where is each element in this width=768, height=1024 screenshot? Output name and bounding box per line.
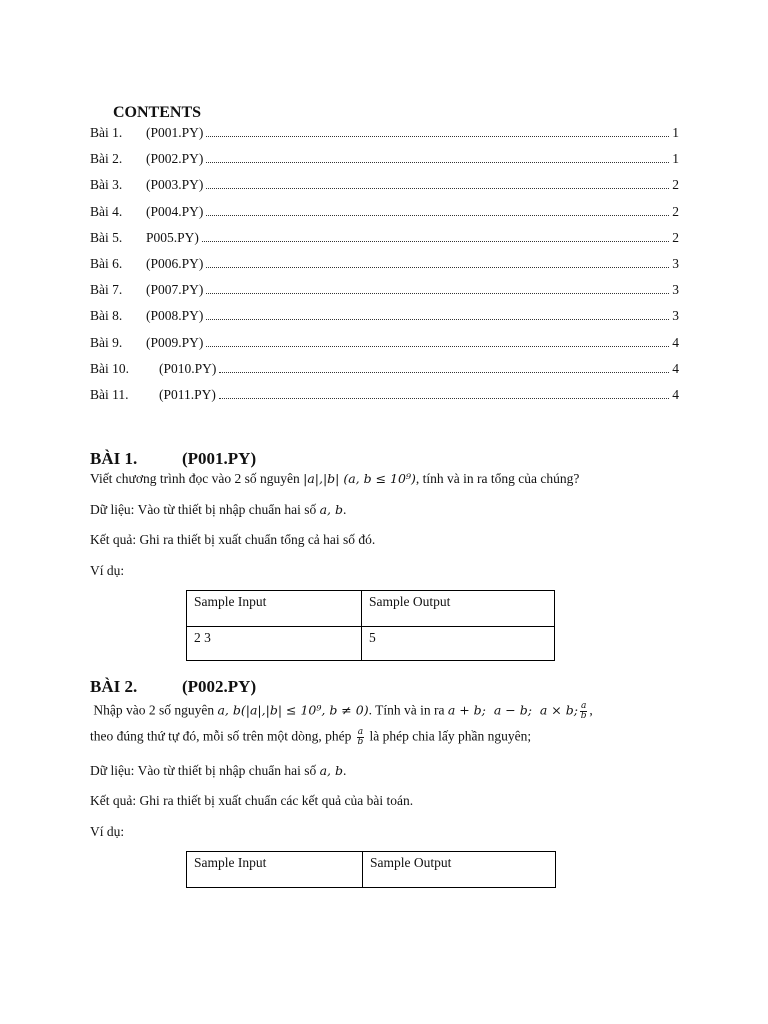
toc-entry-page: 2: [672, 229, 679, 245]
section-heading-bai-2: [90, 677, 257, 697]
toc-dot-leader: [206, 125, 669, 137]
text: .: [343, 502, 347, 517]
toc-dot-leader: [219, 361, 669, 373]
toc-entry-page: 4: [672, 360, 679, 376]
toc-entry[interactable]: [90, 151, 679, 171]
toc-entry-number: Bài 2.: [90, 151, 123, 167]
toc-entry[interactable]: [90, 256, 679, 276]
text: .: [343, 763, 347, 778]
bai2-output-spec: Kết quả: Ghi ra thiết bị xuất chuẩn các kết quả của bài toán.: [90, 793, 414, 808]
toc-entry-name: (P010.PY): [159, 360, 217, 376]
sample-input-header: Sample Input: [187, 852, 363, 888]
text: theo đúng thứ tự đó, mỗi số trên một dòng, phép: [90, 728, 355, 744]
toc-entry[interactable]: [90, 308, 679, 328]
toc-dot-leader: [206, 308, 669, 320]
toc-entry-name: (P011.PY): [159, 387, 216, 402]
toc-entry-page: 3: [672, 282, 679, 298]
sample-input-header: Sample Input: [187, 591, 362, 627]
toc-entry[interactable]: [90, 387, 679, 407]
toc-entry-name: (P001.PY): [146, 125, 204, 140]
toc-dot-leader: [219, 387, 669, 399]
toc-entry-number: Bài 1.: [90, 125, 123, 140]
toc-entry-page: 4: [672, 334, 679, 350]
text: Dữ liệu: Vào từ thiết bị nhập chuẩn hai số: [90, 763, 320, 778]
fraction-denominator: b: [357, 737, 364, 747]
toc-entry-page: 3: [672, 256, 679, 271]
toc-entry-number: Bài 7.: [90, 282, 123, 298]
math-expression: a, b: [319, 763, 343, 778]
bai2-sample-table: [186, 851, 556, 888]
bai1-output-spec: Kết quả: Ghi ra thiết bị xuất chuẩn tổng cả hai số đó.: [90, 532, 376, 547]
heading-name: (P002.PY): [182, 677, 257, 696]
text: . Tính và in ra: [368, 702, 448, 718]
toc-entry-page: 1: [672, 125, 679, 140]
text: Viết chương trình đọc vào 2 số nguyên: [90, 471, 304, 486]
math-expression: a, b(|a|,|b| ≤ 10⁹, b ≠ 0): [217, 702, 369, 718]
fraction-numerator: a: [580, 701, 587, 711]
toc-entry-page: 1: [672, 151, 679, 167]
toc-entry-name: (P002.PY): [146, 151, 204, 167]
sample-input-value: 2 3: [187, 627, 362, 661]
sample-output-header: Sample Output: [362, 591, 555, 627]
math-expression: |a|,|b| (a, b ≤ 10⁹): [303, 471, 416, 486]
toc-entry[interactable]: [90, 125, 679, 145]
toc-title: CONTENTS: [113, 104, 202, 121]
toc-entry-page: 4: [672, 387, 679, 402]
toc-entry[interactable]: [90, 204, 679, 224]
fraction-a-over-b: [580, 702, 587, 721]
bai1-sample-table: [186, 590, 555, 661]
toc-entry-number: Bài 5.: [90, 229, 123, 245]
sample-output-header: Sample Output: [363, 852, 556, 888]
fraction-numerator: a: [357, 727, 364, 737]
toc-entry-number: Bài 11.: [90, 387, 129, 402]
heading-name: (P001.PY): [182, 449, 257, 468]
text: , tính và in ra tổng của chúng?: [415, 471, 580, 486]
toc-entry-number: Bài 6.: [90, 256, 123, 271]
bai1-description: [90, 471, 579, 487]
toc-dot-leader: [206, 151, 669, 163]
toc-entry-number: Bài 3.: [90, 177, 123, 193]
toc-entry-page: 2: [672, 177, 679, 193]
bai2-example-label: Ví dụ:: [90, 824, 125, 839]
toc-entry-number: Bài 9.: [90, 334, 123, 350]
toc-entry[interactable]: [90, 361, 679, 381]
toc-entry-name: (P003.PY): [146, 177, 204, 193]
section-heading-bai-1: [90, 449, 257, 469]
toc-dot-leader: [206, 177, 669, 189]
toc-entry-number: Bài 10.: [90, 360, 129, 376]
toc-dot-leader: [202, 230, 669, 242]
heading-number: BÀI 2.: [90, 677, 138, 696]
toc-entry-name: (P009.PY): [146, 334, 204, 350]
toc-entry[interactable]: [90, 335, 679, 355]
math-expression: a + b; a − b; a × b;: [447, 702, 578, 718]
toc-entry-name: (P007.PY): [146, 282, 204, 298]
fraction-denominator: b: [580, 711, 587, 721]
toc-entry[interactable]: [90, 230, 679, 250]
toc-entry-name: P005.PY): [146, 229, 199, 245]
toc-entry[interactable]: [90, 177, 679, 197]
toc-entry-number: Bài 8.: [90, 308, 123, 324]
text: là phép chia lấy phần nguyên;: [366, 728, 532, 744]
text: Dữ liệu: Vào từ thiết bị nhập chuẩn hai số: [90, 502, 320, 517]
sample-output-value: 5: [362, 627, 555, 661]
math-expression: a, b: [319, 502, 343, 517]
bai2-description-line-1: Nhập vào 2 số nguyên a, b(|a|,|b| ≤ 10⁹, b ≠ 0). Tính và in ra a + b; a − b; a × b; $\frac{a}{b}$ ,: [90, 701, 593, 721]
toc-entry-page: 2: [672, 203, 679, 219]
bai2-description-line-2: [90, 728, 531, 747]
toc-dot-leader: [206, 282, 669, 294]
toc-dot-leader: [206, 256, 669, 268]
heading-number: BÀI 1.: [90, 449, 138, 468]
toc-entry-name: (P008.PY): [146, 308, 204, 324]
toc-entry-page: 3: [672, 308, 679, 324]
toc-entry-name: (P006.PY): [146, 256, 204, 271]
text: Nhập vào 2 số nguyên: [90, 702, 218, 718]
toc-entry-name: (P004.PY): [146, 203, 204, 219]
toc-dot-leader: [206, 335, 669, 347]
toc-entry[interactable]: [90, 282, 679, 302]
fraction-a-over-b: [357, 728, 364, 747]
toc-entry-number: Bài 4.: [90, 203, 123, 219]
bai2-input-spec: [90, 763, 346, 779]
toc-dot-leader: [206, 204, 669, 216]
bai1-input-spec: [90, 502, 346, 518]
bai1-example-label: Ví dụ:: [90, 563, 125, 578]
